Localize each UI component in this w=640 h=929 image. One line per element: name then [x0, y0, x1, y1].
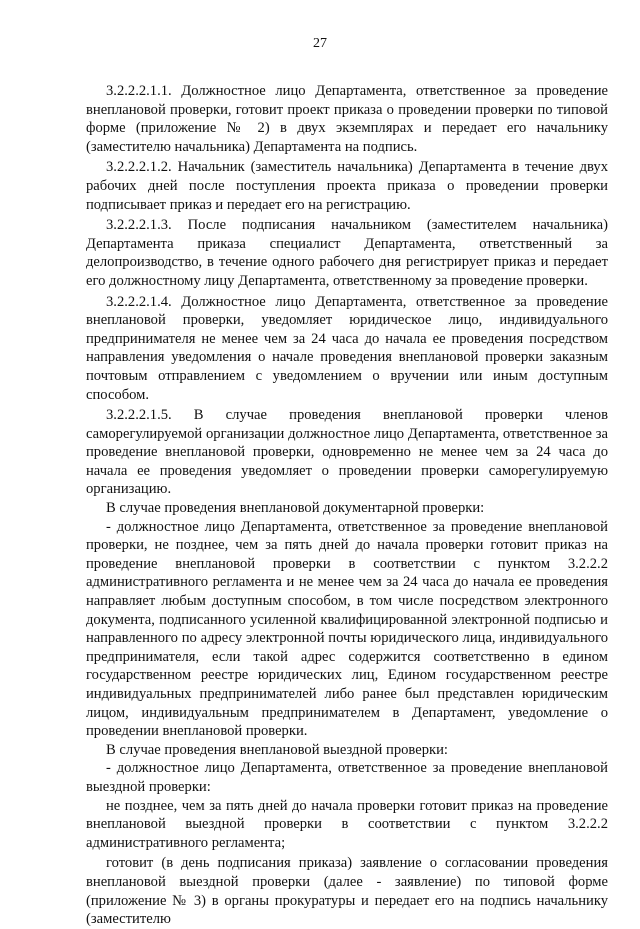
paragraph-3-2-2-2-1-5: 3.2.2.2.1.5. В случае проведения внеплановой проверки членов саморегулируемой организации должностное лицо Департамента, ответственное за проведение внеплановой проверки, одновременно не менее чем за 24 часа до начала ее проведения уведомляет о проведении проверки саморегулируемую организацию. — [86, 407, 608, 498]
page-number: 27 — [313, 36, 327, 51]
paragraph-3-2-2-2-1-4: 3.2.2.2.1.4. Должностное лицо Департамента, ответственное за проведение внеплановой проверки, уведомляет юридическое лицо, индивидуального предпринимателя не менее чем за 24 часа до начала ее проведения посредством направления уведомления о начале проведения внеплановой проверки заказным почтовым отправлением с уведомлением о вручении или иным доступным способом. — [86, 293, 608, 403]
document-body — [86, 82, 608, 929]
paragraph-3-2-2-2-1-2: 3.2.2.2.1.2. Начальник (заместитель начальника) Департамента в течение двух рабочих дней после поступления проекта приказа о проведении проверки подписывает приказ и передает его на регистрацию. — [86, 159, 608, 213]
paragraph-onsite-check-item: - должностное лицо Департамента, ответственное за проведение внеплановой выездной проверки: — [86, 760, 608, 795]
paragraph-3-2-2-2-1-1: 3.2.2.2.1.1. Должностное лицо Департамента, ответственное за проведение внеплановой проверки, готовит проект приказа о проведении проверки по типовой форме (приложение № 2) в двух экземплярах и передает его начальнику (заместителю начальника) Департамента на подпись. — [86, 83, 608, 155]
paragraph-onsite-check-order: не позднее, чем за пять дней до начала проверки готовит приказ на проведение внеплановой выездной проверки в соответствии с пунктом 3.2.2.2 административного регламента; — [86, 797, 608, 851]
paragraph-documentary-check-item: - должностное лицо Департамента, ответственное за проведение внеплановой проверки, не позднее, чем за пять дней до начала проверки готовит приказ на проведение внеплановой проверки в соответствии с пунктом 3.2.2.2 административного регламента и не менее чем за 24 часа до начала ее проведения направляет любым доступным способом, в том числе посредством электронного документа, подписанного усиленной квалифицированной электронной подписью и направленного по адресу электронной почты юридического лица, индивидуального предпринимателя, если такой адрес содержится соответственно в едином государственном реестре юридических лиц, Едином государственном реестре индивидуальных предпринимателей либо ранее был представлен юридическим лицом, индивидуальным предпринимателем в Департамент, уведомление о проведении внеплановой проверки. — [86, 518, 608, 740]
paragraph-documentary-check-heading: В случае проведения внеплановой документарной проверки: — [106, 500, 485, 517]
paragraph-onsite-check-application: готовит (в день подписания приказа) заявление о согласовании проведения внеплановой выездной проверки (далее - заявление) по типовой форме (приложение № 3) в органы прокуратуры и передает его на подпись начальнику (заместителю — [86, 855, 608, 928]
paragraph-onsite-check-heading: В случае проведения внеплановой выездной проверки: — [106, 741, 448, 758]
paragraph-3-2-2-2-1-3: 3.2.2.2.1.3. После подписания начальником (заместителем начальника) Департамента приказа специалист Департамента, ответственный за делопроизводство, в течение одного рабочего дня регистрирует приказ и передает его должностному лицу Департамента, ответственному за проведение проверки. — [86, 217, 608, 289]
